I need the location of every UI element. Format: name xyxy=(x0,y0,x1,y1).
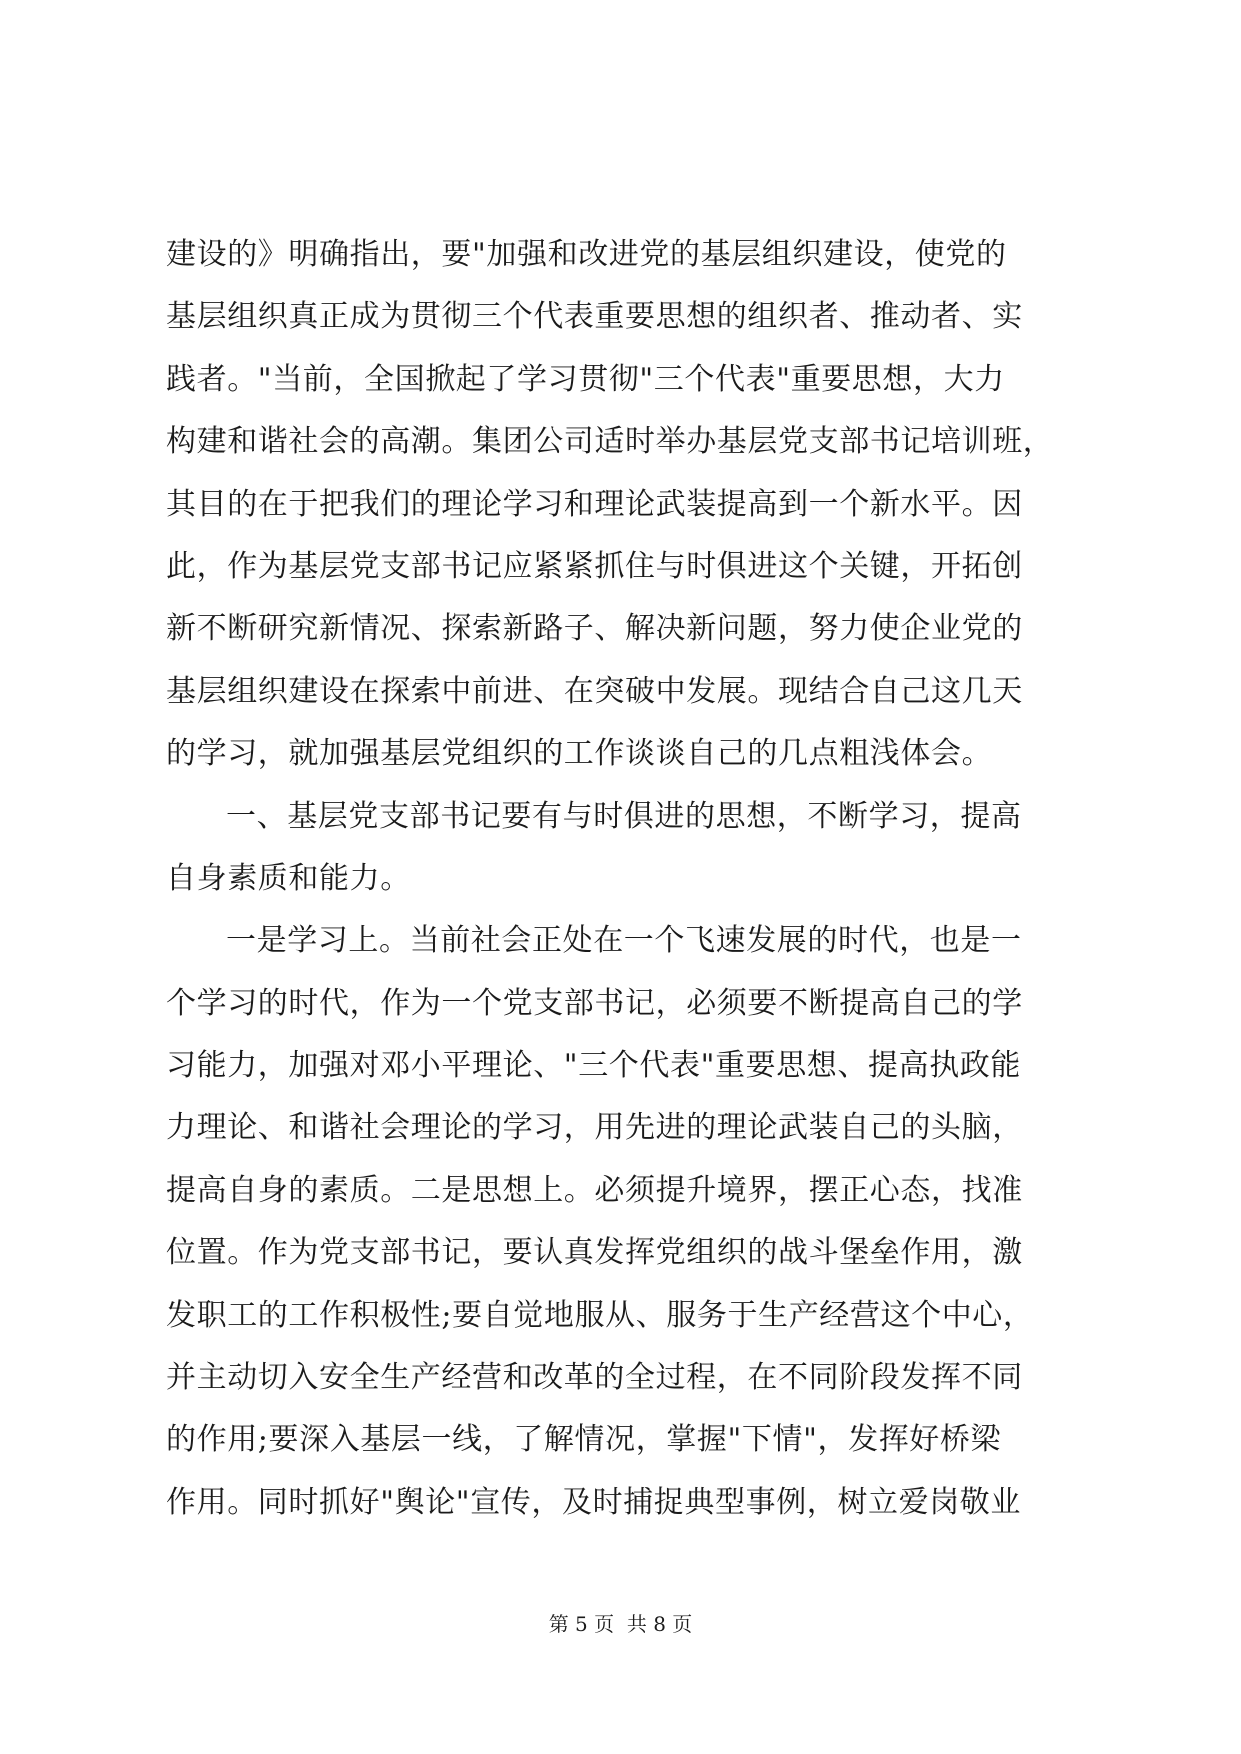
body-line: 建设的》明确指出，要"加强和改进党的基层组织建设，使党的 xyxy=(166,237,1007,272)
body-line: 新不断研究新情况、探索新路子、解决新问题，努力使企业党的 xyxy=(166,611,1023,647)
body-line: 的学习，就加强基层党组织的工作谈谈自己的几点粗浅体会。 xyxy=(166,736,993,772)
body-line: 个学习的时代，作为一个党支部书记，必须要不断提高自己的学 xyxy=(166,985,1023,1021)
body-line: 此，作为基层党支部书记应紧紧抓住与时俱进这个关键，开拓创 xyxy=(166,548,1023,584)
paragraph-start-line: 一是学习上。当前社会正处在一个飞速发展的时代，也是一 xyxy=(226,923,1022,959)
body-line: 其目的在于把我们的理论学习和理论武装提高到一个新水平。因 xyxy=(166,486,1023,522)
page-number-footer: 第 5 页 共 8 页 xyxy=(548,1612,693,1636)
body-line: 提高自身的素质。二是思想上。必须提升境界，摆正心态，找准 xyxy=(166,1172,1023,1208)
body-line: 基层组织建设在探索中前进、在突破中发展。现结合自己这几天 xyxy=(166,673,1023,709)
body-line: 构建和谐社会的高潮。集团公司适时举办基层党支部书记培训班， xyxy=(166,424,1054,460)
section-heading-line: 自身素质和能力。 xyxy=(166,860,411,896)
body-line: 基层组织真正成为贯彻三个代表重要思想的组织者、推动者、实 xyxy=(166,299,1023,335)
body-line: 作用。同时抓好"舆论"宣传，及时捕捉典型事例，树立爱岗敬业 xyxy=(166,1484,1021,1520)
body-line: 力理论、和谐社会理论的学习，用先进的理论武装自己的头脑， xyxy=(166,1110,1023,1146)
body-line: 践者。"当前，全国掀起了学习贯彻"三个代表"重要思想，大力 xyxy=(166,361,1005,397)
body-line: 位置。作为党支部书记，要认真发挥党组织的战斗堡垒作用，激 xyxy=(166,1235,1023,1271)
document-body xyxy=(166,224,1076,1534)
body-line: 发职工的工作积极性;要自觉地服从、服务于生产经营这个中心， xyxy=(166,1297,1034,1333)
section-heading-line: 一、基层党支部书记要有与时俱进的思想，不断学习，提高 xyxy=(226,798,1022,834)
body-line: 的作用;要深入基层一线，了解情况，掌握"下情"，发挥好桥梁 xyxy=(166,1422,1002,1458)
body-line: 并主动切入安全生产经营和改革的全过程，在不同阶段发挥不同 xyxy=(166,1360,1023,1396)
body-line: 习能力，加强对邓小平理论、"三个代表"重要思想、提高执政能 xyxy=(166,1048,1021,1084)
